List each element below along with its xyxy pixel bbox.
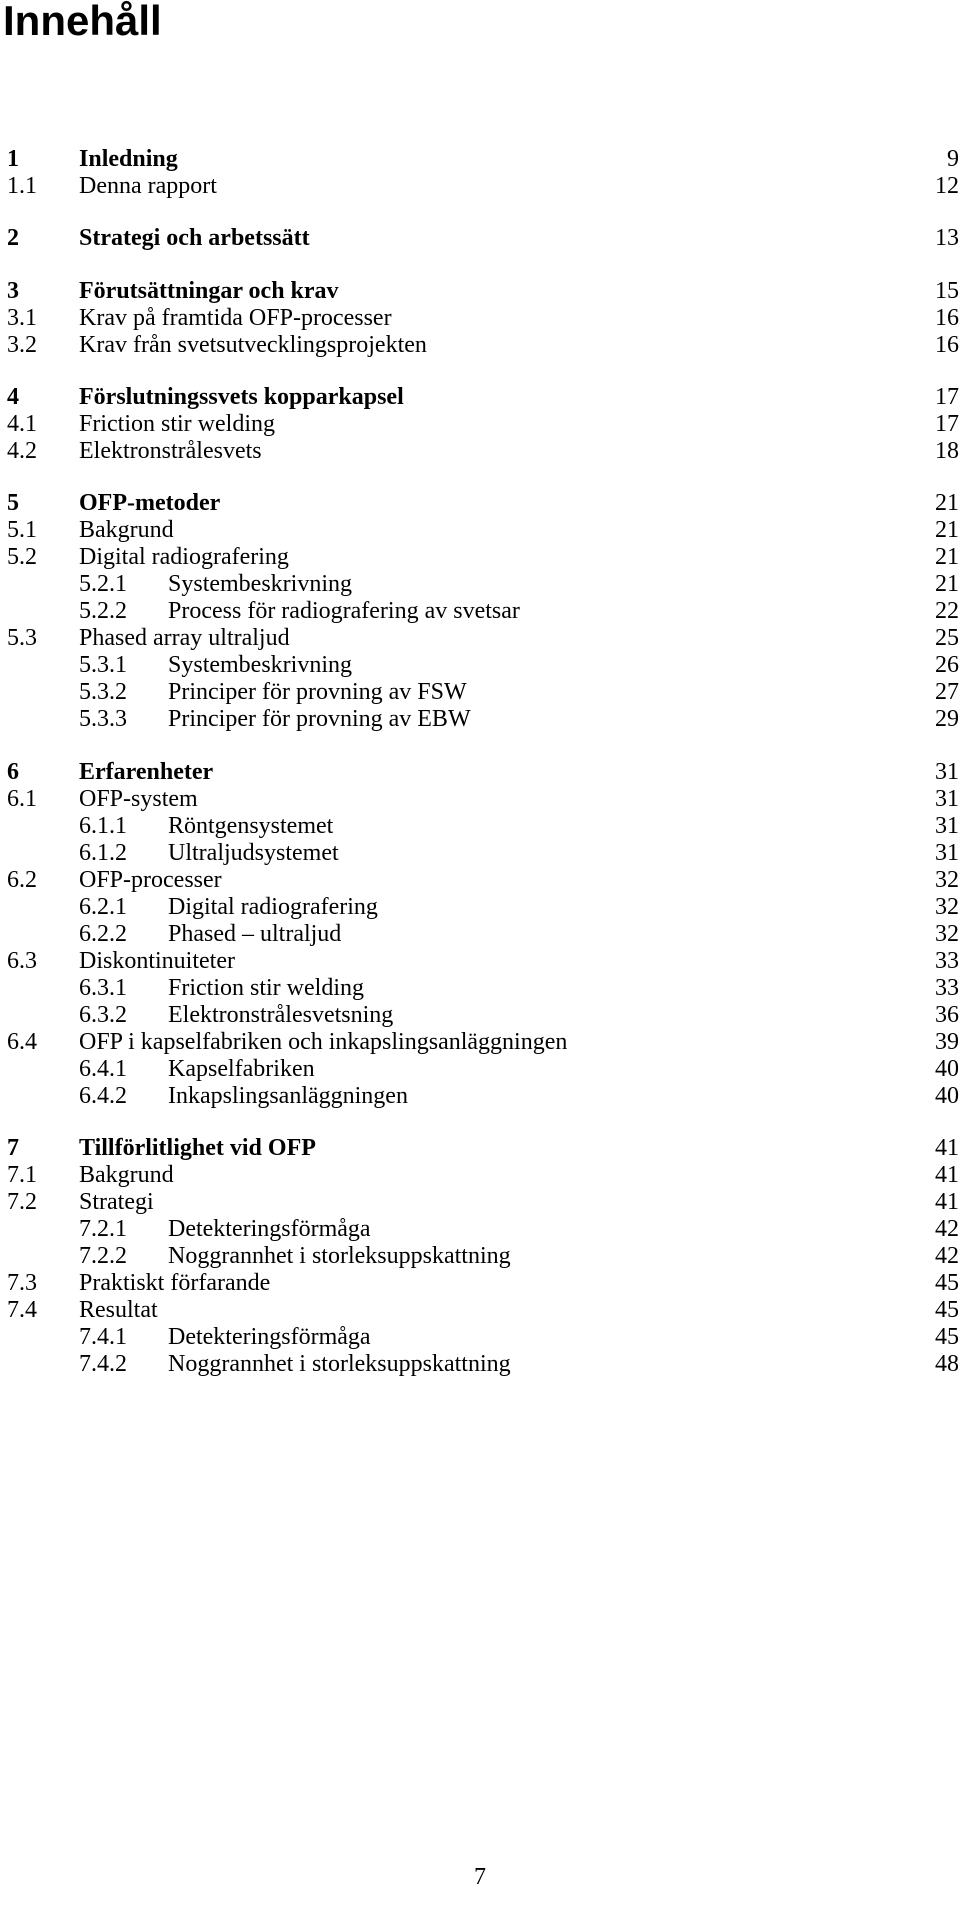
toc-entry-page: 40 [935,1083,959,1109]
toc-entry-title: Detekteringsförmåga [168,1216,371,1242]
toc-entry-page: 41 [935,1162,959,1188]
toc-entry[interactable] [0,222,960,255]
toc-entry-page: 32 [935,867,959,893]
toc-entry-number: 5.3.2 [79,679,127,705]
toc-entry-title: Tillförlitlighet vid OFP [79,1135,316,1161]
toc-entry-title: Elektronstrålesvets [79,438,262,464]
toc-entry-number: 7.4.2 [79,1351,127,1377]
toc-entry-page: 32 [935,894,959,920]
toc-entry-page: 45 [935,1270,959,1296]
toc-entry-number: 5 [7,490,19,516]
toc-entry-page: 45 [935,1297,959,1323]
toc-entry-page: 33 [935,975,959,1001]
toc-entry-number: 2 [7,225,19,251]
toc-entry-page: 12 [935,173,959,199]
toc-entry-number: 6.4.2 [79,1083,127,1109]
toc-entry-title: Principer för provning av EBW [168,706,471,732]
toc-entry-page: 42 [935,1243,959,1269]
toc-entry-title: Principer för provning av FSW [168,679,467,705]
toc-entry-number: 5.2.1 [79,571,127,597]
toc-entry[interactable] [0,1348,960,1381]
toc-entry-number: 6.1.1 [79,813,127,839]
toc-entry-title: Ultraljudsystemet [168,840,339,866]
toc-entry-title: Systembeskrivning [168,652,352,678]
toc-entry-number: 6.1.2 [79,840,127,866]
toc-entry-number: 5.3 [7,625,37,651]
toc-entry-title: Phased array ultraljud [79,625,290,651]
toc-entry-title: OFP i kapselfabriken och inkapslingsanläggningen [79,1029,568,1055]
toc-entry-page: 31 [935,813,959,839]
toc-entry-page: 9 [947,146,959,172]
toc-entry-title: Digital radiografering [168,894,378,920]
toc-entry-number: 7.1 [7,1162,37,1188]
toc-entry-title: Förutsättningar och krav [79,278,339,304]
toc-entry-title: Bakgrund [79,517,174,543]
toc-entry-number: 7.2.2 [79,1243,127,1269]
toc-entry-page: 31 [935,786,959,812]
toc-entry-number: 7.3 [7,1270,37,1296]
toc-entry-number: 3.2 [7,332,37,358]
toc-entry-number: 6.1 [7,786,37,812]
toc-entry-page: 13 [935,225,959,251]
toc-entry-page: 45 [935,1324,959,1350]
toc-entry[interactable] [0,170,960,203]
toc-entry-number: 7 [7,1135,19,1161]
toc-entry-number: 6.3 [7,948,37,974]
toc-entry-number: 7.4.1 [79,1324,127,1350]
toc-entry-number: 5.2.2 [79,598,127,624]
toc-entry-page: 21 [935,544,959,570]
toc-entry-number: 6.2.2 [79,921,127,947]
toc-entry-page: 15 [935,278,959,304]
toc-entry-page: 16 [935,332,959,358]
toc-entry-page: 21 [935,517,959,543]
toc-entry-page: 26 [935,652,959,678]
toc-entry-title: Digital radiografering [79,544,289,570]
toc-entry-title: Krav från svetsutvecklingsprojekten [79,332,427,358]
toc-entry-title: Friction stir welding [79,411,275,437]
toc-entry-page: 29 [935,706,959,732]
toc-entry-title: Bakgrund [79,1162,174,1188]
toc-entry-number: 7.2 [7,1189,37,1215]
toc-entry-page: 31 [935,840,959,866]
toc-entry-number: 6 [7,759,19,785]
toc-entry-page: 32 [935,921,959,947]
toc-entry-title: Strategi [79,1189,154,1215]
toc-entry-title: Diskontinuiteter [79,948,235,974]
toc-entry-title: Förslutningssvets kopparkapsel [79,384,404,410]
toc-entry-number: 6.4 [7,1029,37,1055]
toc-entry-number: 5.2 [7,544,37,570]
toc-entry-title: Röntgensystemet [168,813,334,839]
toc-entry-title: Inledning [79,146,178,172]
toc-entry-number: 7.4 [7,1297,37,1323]
toc-entry-title: Resultat [79,1297,158,1323]
toc-entry-page: 21 [935,571,959,597]
toc-entry-title: OFP-system [79,786,198,812]
toc-entry-number: 6.4.1 [79,1056,127,1082]
toc-entry-page: 22 [935,598,959,624]
toc-entry-number: 6.3.1 [79,975,127,1001]
toc-entry-page: 33 [935,948,959,974]
toc-entry-number: 5.3.1 [79,652,127,678]
toc-entry-number: 7.2.1 [79,1216,127,1242]
toc-entry-page: 39 [935,1029,959,1055]
page-title: Innehåll [3,0,162,44]
toc-entry-title: Erfarenheter [79,759,214,785]
toc-entry-title: Systembeskrivning [168,571,352,597]
toc-entry-number: 3 [7,278,19,304]
toc-entry-title: OFP-metoder [79,490,221,516]
toc-entry-title: Krav på framtida OFP-processer [79,305,392,331]
toc-entry-number: 5.1 [7,517,37,543]
toc-entry-title: Strategi och arbetssätt [79,225,310,251]
toc-entry-number: 6.3.2 [79,1002,127,1028]
toc-entry-page: 36 [935,1002,959,1028]
toc-entry-number: 6.2 [7,867,37,893]
toc-entry-page: 41 [935,1189,959,1215]
toc-entry-title: Noggrannhet i storleksuppskattning [168,1351,511,1377]
toc-entry-page: 21 [935,490,959,516]
toc-entry[interactable] [0,1080,960,1113]
toc-entry[interactable] [0,703,960,736]
toc-entry-number: 4 [7,384,19,410]
toc-entry-page: 17 [935,384,959,410]
toc-entry-number: 6.2.1 [79,894,127,920]
page-number: 7 [474,1864,486,1890]
toc-entry-number: 5.3.3 [79,706,127,732]
toc-entry-page: 31 [935,759,959,785]
toc-entry-title: Friction stir welding [168,975,364,1001]
toc-entry-page: 17 [935,411,959,437]
toc-entry-title: Kapselfabriken [168,1056,315,1082]
toc-entry-page: 42 [935,1216,959,1242]
toc-entry-page: 48 [935,1351,959,1377]
toc-entry-number: 3.1 [7,305,37,331]
toc-entry-number: 4.1 [7,411,37,437]
toc-entry-page: 41 [935,1135,959,1161]
toc-entry-title: Noggrannhet i storleksuppskattning [168,1243,511,1269]
toc-entry-page: 40 [935,1056,959,1082]
toc-entry[interactable] [0,329,960,362]
toc-entry-title: Inkapslingsanläggningen [168,1083,408,1109]
toc-entry-page: 18 [935,438,959,464]
toc-entry-title: Elektronstrålesvetsning [168,1002,394,1028]
toc-entry-title: OFP-processer [79,867,222,893]
toc-entry-title: Phased – ultraljud [168,921,342,947]
toc-entry-number: 1 [7,146,19,172]
toc-entry-title: Praktiskt förfarande [79,1270,271,1296]
toc-entry-title: Denna rapport [79,173,217,199]
toc-entry[interactable] [0,435,960,468]
toc-entry-number: 4.2 [7,438,37,464]
toc-entry-page: 16 [935,305,959,331]
toc-entry-title: Process för radiografering av svetsar [168,598,520,624]
toc-entry-number: 1.1 [7,173,37,199]
toc-entry-page: 25 [935,625,959,651]
toc-entry-title: Detekteringsförmåga [168,1324,371,1350]
toc-entry-page: 27 [935,679,959,705]
